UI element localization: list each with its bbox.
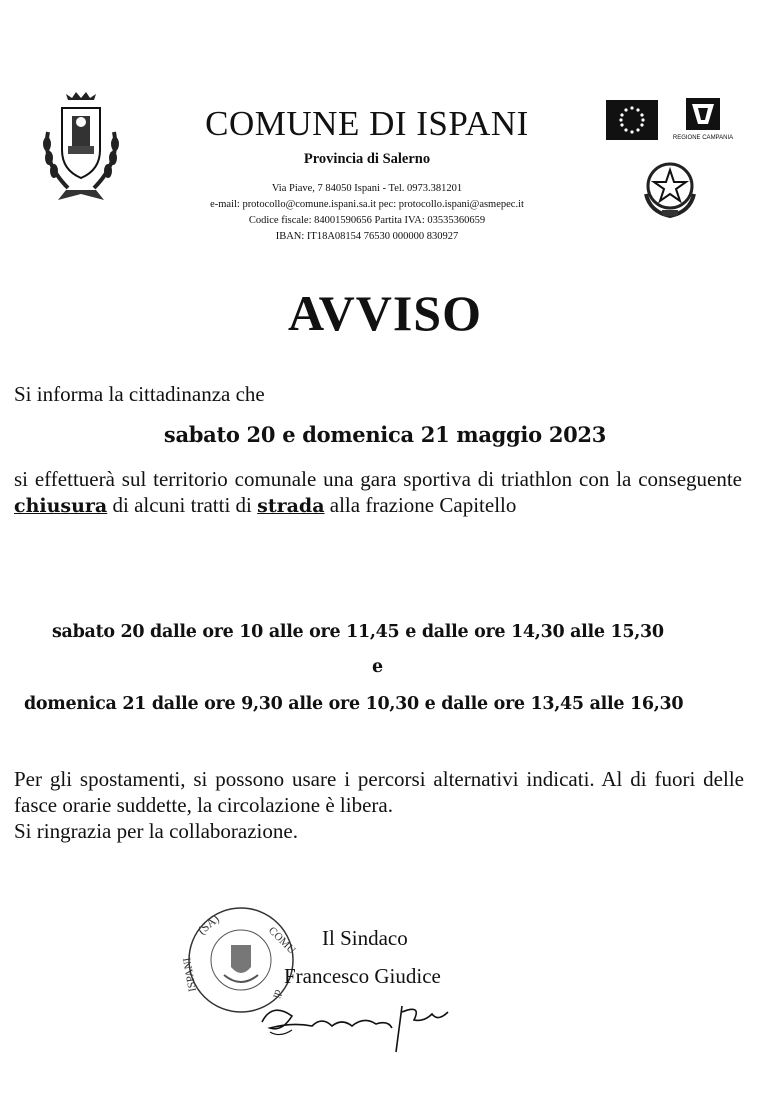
description-text-c: alla frazione Capitello — [324, 493, 517, 517]
svg-text:di: di — [270, 987, 285, 1001]
eu-flag-icon — [606, 100, 658, 140]
schedule-saturday: sabato 20 dalle ore 10 alle ore 11,45 e dalle ore 14,30 alle 15,30 — [52, 622, 664, 642]
svg-text:ISPANI: ISPANI — [181, 956, 199, 993]
intro-text: Si informa la cittadinanza che — [14, 382, 265, 406]
signer-name: Francesco Giudice — [284, 964, 441, 988]
event-date-line: sabato 20 e domenica 21 maggio 2023 — [163, 422, 607, 447]
iban-line: IBAN: IT18A08154 76530 000000 830927 — [275, 231, 459, 242]
closing-paragraph — [14, 766, 744, 844]
address-line: Via Piave, 7 84050 Ispani - Tel. 0973.381201 — [271, 183, 463, 194]
municipality-title: COMUNE DI ISPANI — [205, 104, 529, 143]
schedule-conjunction: e — [372, 657, 383, 677]
province-label: Provincia di Salerno — [303, 151, 431, 167]
thanks-text: Si ringrazia per la collaborazione. — [14, 819, 298, 843]
road-emphasis: strada — [257, 495, 325, 517]
signer-role: Il Sindaco — [322, 926, 408, 950]
italian-republic-emblem — [640, 158, 700, 220]
regione-campania-logo — [672, 98, 734, 142]
schedule-sunday: domenica 21 dalle ore 9,30 alle ore 10,30 e dalle ore 13,45 alle 16,30 — [24, 694, 684, 714]
detour-text: Per gli spostamenti, si possono usare i percorsi alternativi indicati. Al di fuori delle fasce orarie suddette, la circolazione è libera. — [14, 767, 744, 817]
closure-emphasis: chiusura — [14, 495, 108, 517]
description-text-b: di alcuni tratti di — [107, 493, 258, 517]
handwritten-signature — [252, 992, 462, 1062]
description-text-a: si effettuerà sul territorio comunale una gara sportiva di triathlon con la conseguente — [14, 467, 742, 491]
notice-heading: AVVISO — [287, 285, 483, 341]
svg-text:REGIONE CAMPANIA: REGIONE CAMPANIA — [672, 135, 734, 141]
svg-text:(SA): (SA) — [194, 911, 222, 938]
event-description-paragraph — [14, 466, 742, 519]
fiscal-line: Codice fiscale: 84001590656 Partita IVA: 03535360659 — [248, 215, 486, 226]
coat-of-arms-logo — [38, 92, 124, 204]
svg-text:COMU: COMU — [265, 924, 298, 957]
email-line: e-mail: protocollo@comune.ispani.sa.it pec: protocollo.ispani@asmepec.it — [210, 199, 524, 210]
